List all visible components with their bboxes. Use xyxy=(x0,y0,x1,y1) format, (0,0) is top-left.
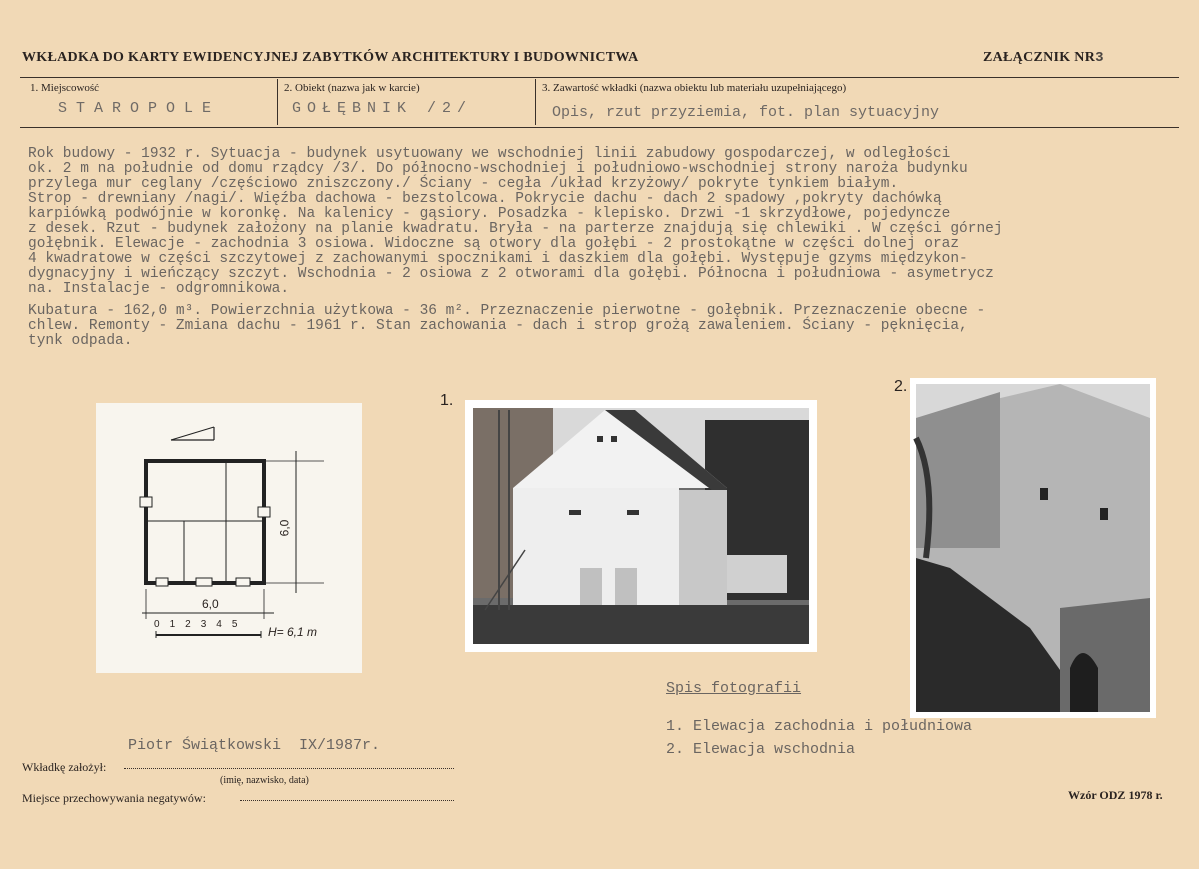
description-line: Rok budowy - 1932 r. Sytuacja - budynek usytuowany we wschodniej linii zabudowy gospodarczej, w odległości xyxy=(28,146,951,162)
scale-tick: 2 xyxy=(185,619,191,630)
insert-author-hint: (imię, nazwisko, data) xyxy=(220,775,309,786)
attachment-number: 3 xyxy=(1095,50,1104,66)
object-label: 2. Obiekt (nazwa jak w karcie) xyxy=(284,82,420,94)
photo-number-1: 1. xyxy=(440,392,454,409)
photo-west-south-elevation xyxy=(465,400,817,652)
card-title: WKŁADKA DO KARTY EWIDENCYJNEJ ZABYTKÓW ARCHITEKTURY I BUDOWNICTWA xyxy=(22,50,639,65)
photo-list-item-1: 1. Elewacja zachodnia i południowa xyxy=(666,718,973,735)
description-line: 4 kwadratowe w części szczytowej z zachowanymi spocznikami i daszkiem dla gołębi. Występuje gzyms międzykon- xyxy=(28,251,968,267)
scale-ticks xyxy=(154,619,237,630)
place-value: STAROPOLE xyxy=(58,100,221,117)
side-dimension-label: 6,0 xyxy=(277,519,292,537)
height-label: H= 6,1 m xyxy=(268,625,318,639)
description-line: dygnacyjny i wieńczący szczyt. Wschodnia - 2 osiowa z 2 otworami dla gołębi. Północna i południowa - asymetrycz xyxy=(28,266,994,282)
field-divider-1 xyxy=(277,79,278,125)
description-line: Kubatura - 162,0 m³. Powierzchnia użytkowa - 36 m². Przeznaczenie pierwotne - gołębnik. Przeznaczenie obecne - xyxy=(28,303,986,319)
scale-tick: 4 xyxy=(216,619,222,630)
scale-tick: 3 xyxy=(200,619,207,630)
negatives-location-line xyxy=(240,800,454,801)
description-line: tynk odpada. xyxy=(28,333,133,349)
scale-tick: 5 xyxy=(231,619,238,630)
form-code: Wzór ODZ 1978 r. xyxy=(1068,788,1163,802)
photo-list-item-2: 2. Elewacja wschodnia xyxy=(666,741,856,758)
description-line: z desek. Rzut - budynek założony na planie kwadratu. Bryła - na parterze znajdują się chlewiki . W części górnej xyxy=(28,221,1003,237)
description-line: karpiówką podwójnie w koronkę. Na kalenicy - gąsiory. Posadzka - klepisko. Drzwi -1 skrzydłowe, pojedyncze xyxy=(28,206,951,222)
content-label: 3. Zawartość wkładki (nazwa obiektu lub materiału uzupełniającego) xyxy=(542,82,847,94)
content-value: Opis, rzut przyziemia, fot. plan sytuacyjny xyxy=(552,104,940,121)
attachment-label: ZAŁĄCZNIK NR3 xyxy=(983,50,1104,66)
place-label: 1. Miejscowość xyxy=(30,82,100,94)
description-line: gołębnik. Elewacje - zachodnia 3 osiowa. Widoczne są otwory dla gołębi - 2 prostokątne w części dolnej oraz xyxy=(28,236,960,252)
bottom-dimension-label: 6,0 xyxy=(202,597,219,611)
floor-plan-svg xyxy=(96,403,362,673)
fields-rule xyxy=(20,127,1179,128)
object-value: GOŁĘBNIK /2/ xyxy=(292,100,473,117)
insert-author-label: Wkładkę założył: xyxy=(22,760,107,774)
header-rule xyxy=(20,77,1179,78)
scale-tick: 1 xyxy=(169,619,176,630)
photo-east-elevation xyxy=(910,378,1156,718)
description-line: Strop - drewniany /nagi/. Więźba dachowa - bezstolcowa. Pokrycie dachu - dach 2 spadowy ,pokryty dachówką xyxy=(28,191,942,207)
author-entry: Piotr Świątkowski IX/1987r. xyxy=(128,737,381,754)
description-line: chlew. Remonty - Zmiana dachu - 1961 r. Stan zachowania - dach i strop grożą zawaleniem. Ściany - pęknięcia, xyxy=(28,318,968,334)
description-line: przylega mur ceglany /częściowo zniszczony./ Ściany - cegła /układ krzyżowy/ pokryte tynkiem białym. xyxy=(28,176,899,192)
field-divider-2 xyxy=(535,79,536,125)
scale-tick: 0 xyxy=(154,619,160,630)
building-description xyxy=(28,147,1193,349)
description-line: ok. 2 m na południe od domu rządcy /3/. Do północno-wschodniej i południowo-wschodniej strony naroża budynku xyxy=(28,161,968,177)
insert-author-line xyxy=(124,768,454,769)
floor-plan-drawing xyxy=(96,403,362,673)
description-line: na. Instalacje - odgromnikowa. xyxy=(28,281,290,297)
photo2-image xyxy=(910,378,1156,718)
photo1-image xyxy=(465,400,817,652)
negatives-location-label: Miejsce przechowywania negatywów: xyxy=(22,791,206,805)
photo-number-2: 2. xyxy=(894,378,908,395)
photo-list-title: Spis fotografii xyxy=(666,680,802,697)
